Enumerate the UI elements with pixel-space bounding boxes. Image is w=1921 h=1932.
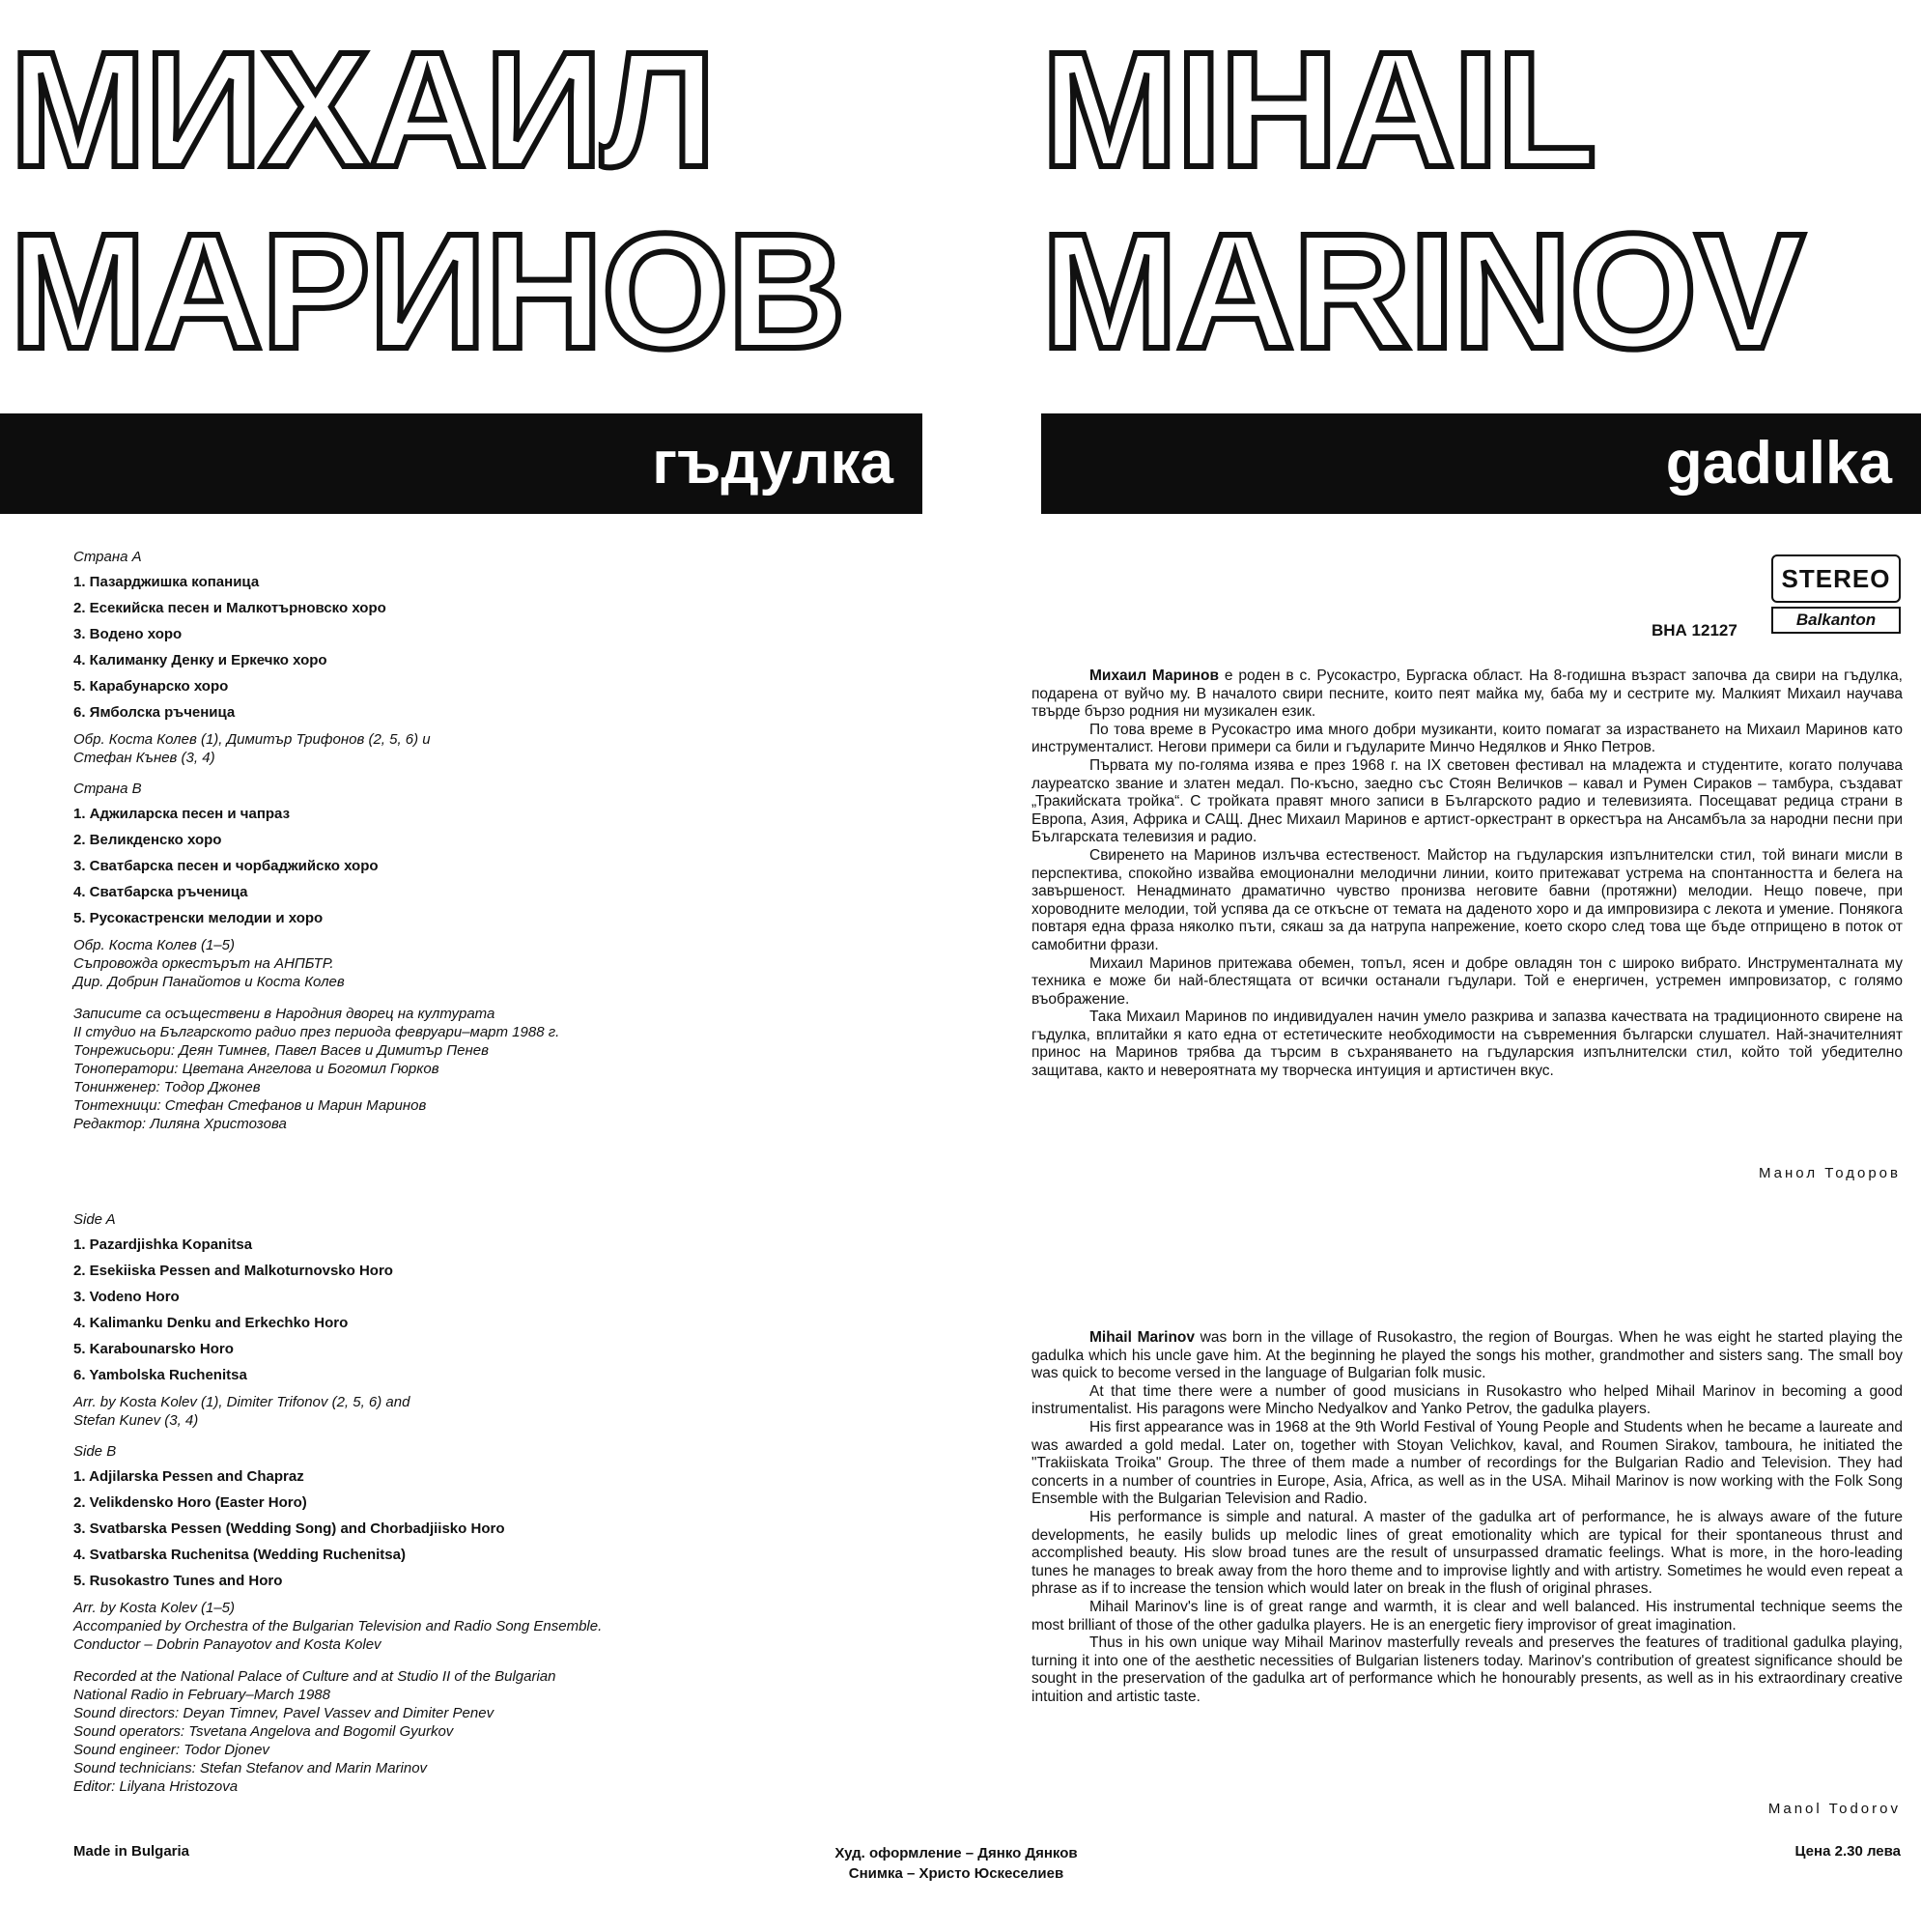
- notes-paragraph: At that time there were a number of good musicians in Rusokastro who helped Mihail Marinov in becoming a good instrumentalist. His paragons were Mincho Nedyalkov and Yanko Petrov, the gadulka players.: [1031, 1382, 1903, 1418]
- notes-paragraph: Михаил Маринов е роден в с. Русокастро, Бургаска област. На 8-годишна възраст започва да свири на гъдулка, подарена от вуйчо му. В началото свири песните, които пеят майка му, баба му и сестрите му. Малкият Михаил научава твърде бързо родния ни музикален език.: [1031, 668, 1903, 721]
- author-signature-bg: Манол Тодоров: [1759, 1165, 1901, 1181]
- recording-info: Recorded at the National Palace of Culture and at Studio II of the Bulgarian: [73, 1668, 556, 1685]
- recording-info: National Radio in February–March 1988: [73, 1687, 330, 1703]
- track-item: 4. Калиманку Денку и Еркечко хоро: [73, 652, 327, 668]
- notes-paragraph: Mihail Marinov's line is of great range and warmth, it is clear and well balanced. His instrumental technique seems the most brilliant of those of the other gadulka players. He is an energetic fiery improvisor of great imagination.: [1031, 1598, 1903, 1634]
- track-item: 2. Великденско хоро: [73, 832, 222, 848]
- tracklist-english: [70, 1211, 746, 1796]
- track-item: 2. Esekiiska Pessen and Malkoturnovsko Horo: [73, 1263, 393, 1279]
- title-en-last-name: MARINOV: [1041, 200, 1803, 384]
- track-item: 5. Rusokastro Tunes and Horo: [73, 1573, 283, 1589]
- track-item: 4. Svatbarska Ruchenitsa (Wedding Ruchenitsa): [73, 1547, 406, 1563]
- staff-credit: Sound directors: Deyan Timnev, Pavel Vassev and Dimiter Penev: [73, 1705, 494, 1721]
- staff-credit: Тонинженер: Тодор Джонев: [73, 1079, 261, 1095]
- title-bulgarian: [10, 19, 844, 383]
- side-b-label: Страна В: [73, 781, 142, 797]
- staff-credit: Sound engineer: Todor Djonev: [73, 1742, 269, 1758]
- arranger-credit: Arr. by Kosta Kolev (1), Dimiter Trifonov (2, 5, 6) and: [73, 1394, 410, 1410]
- arranger-credit: Stefan Kunev (3, 4): [73, 1412, 199, 1429]
- track-item: 2. Есекийска песен и Малкотърновско хоро: [73, 600, 386, 616]
- track-item: 2. Velikdensko Horo (Easter Horo): [73, 1494, 307, 1511]
- balkanton-brand: Balkanton: [1771, 607, 1901, 634]
- artist-name: Mihail Marinov: [1089, 1329, 1195, 1346]
- conductor-credit: Conductor – Dobrin Panayotov and Kosta Kolev: [73, 1636, 381, 1653]
- notes-paragraph: По това време в Русокастро има много добри музиканти, които помагат за израстването на Михаил Маринов като инструменталист. Негови примери са били и гъдуларите Минчо Недялков и Янко Петров.: [1031, 721, 1903, 756]
- staff-credit: Редактор: Лиляна Христозова: [73, 1116, 287, 1132]
- track-item: 3. Vodeno Horo: [73, 1289, 180, 1305]
- title-bg-last-name: МАРИНОВ: [10, 200, 844, 384]
- notes-paragraph: His first appearance was in 1968 at the 9th World Festival of Young People and Students when he became a laureate and was awarded a gold medal. Later on, together with Stoyan Velichkov, kaval, and Roumen Sirakov, tamboura, he initiated the "Trakiiskata Troika" Group. The three of them made a number of recordings for the Bulgarian Radio and Television. They had concerts in a number of countries in Europe, Asia, Africa, as well as in the USA. Mihail Marinov is now working with the Folk Song Ensemble with the Bulgarian Television and Radio.: [1031, 1418, 1903, 1508]
- arranger-credit: Стефан Кънев (3, 4): [73, 750, 215, 766]
- title-bg-first-name: МИХАИЛ: [10, 18, 715, 202]
- notes-paragraph: Свиренето на Маринов излъчва естественост. Майстор на гъдуларския изпълнителски стил, той винаги мисли в перспектива, спокойно извайва емоционални мелодични линии, които притежават устрема на спонтанността и белега на завършеност. Ненадминато драматично чувство пронизва неговите бавни (протяжни) мелодии. Нещо повече, при хороводните мелодии, той успява да се откъсне от темата на даденото хоро и да импровизира с лекота и умение. Понякога повтаря една фраза няколко пъти, сякаш за да натрупа напрежение, което скоро след това ще бъде отприщено в поток от самобитни фрази.: [1031, 846, 1903, 953]
- stereo-logo: STEREO: [1771, 554, 1901, 603]
- track-item: 1. Pazardjishka Kopanitsa: [73, 1236, 253, 1253]
- title-en-first-name: MIHAIL: [1041, 18, 1596, 202]
- title-english: [1041, 19, 1803, 383]
- notes-paragraph: Така Михаил Маринов по индивидуален начин умело разкрива и запазва качествата на традиционното свирене на гъдулка, вплитайки я като една от естетическите необходимости на съвременния български слушател. Най-значителният принос на Маринов трябва да търсим в съхраняването на гъдуларския изпълнителски стил, който той убедително защитава, както и невероятната му творческа интуиция и артистичен вкус.: [1031, 1009, 1903, 1080]
- notes-paragraph: Thus in his own unique way Mihail Marinov masterfully reveals and preserves the features of traditional gadulka playing, turning it into one of the aesthetic necessities of Bulgarian listeners today. Marinov's contribution of greatest significance should be sought in the preservation of the gadulka art of performance which he honourably presents, as well as in his extraordinary creative intuition and artistic taste.: [1031, 1634, 1903, 1705]
- track-item: 6. Yambolska Ruchenitsa: [73, 1367, 247, 1383]
- staff-credit: Editor: Lilyana Hristozova: [73, 1778, 239, 1795]
- track-item: 3. Svatbarska Pessen (Wedding Song) and Chorbadjiisko Horo: [73, 1520, 505, 1537]
- arranger-credit: Обр. Коста Колев (1–5): [73, 937, 235, 953]
- arranger-credit: Arr. by Kosta Kolev (1–5): [73, 1600, 236, 1616]
- staff-credit: Тонтехници: Стефан Стефанов и Марин Маринов: [73, 1097, 427, 1114]
- instrument-en: gadulka: [1665, 430, 1892, 497]
- staff-credit: Тоноператори: Цветана Ангелова и Богомил Гюрков: [73, 1061, 439, 1077]
- recording-info: Записите са осъществени в Народния дворец на културата: [73, 1006, 495, 1022]
- track-item: 5. Карабунарско хоро: [73, 678, 229, 695]
- design-credit: Худ. оформление – Дянко Дянков: [834, 1845, 1078, 1861]
- made-in: Made in Bulgaria: [73, 1843, 190, 1860]
- staff-credit: Sound technicians: Stefan Stefanov and Marin Marinov: [73, 1760, 428, 1776]
- liner-notes-english: [1031, 1329, 1903, 1706]
- notes-paragraph: Първата му по-голяма изява е през 1968 г. на IX световен фестивал на младежта и студентите, когато получава лауреатско звание и златен медал. По-късно, заедно със Стоян Величков – кавал и Румен Сираков – тамбура, създават „Тракийската тройка“. С тройката правят много записи в Българското радио и телевизията. Посещават редица страни в Европа, Азия, Африка и САЩ. Днес Михаил Маринов е артист-оркестрант в оркестъра на Ансамбъла за народни песни при Българската телевизия и радио.: [1031, 756, 1903, 846]
- notes-paragraph: Mihail Marinov was born in the village of Rusokastro, the region of Bourgas. When he was eight he started playing the gadulka which his uncle gave him. At the beginning he played the songs his mother, grandmother and sisters sang. The small boy was quick to become versed in the language of Bulgarian folk music.: [1031, 1329, 1903, 1382]
- price: Цена 2.30 лева: [1794, 1843, 1901, 1860]
- tracklist-bulgarian: [70, 549, 746, 1133]
- photo-credit: Снимка – Христо Юскеселиев: [848, 1865, 1064, 1882]
- author-signature-en: Manol Todorov: [1767, 1801, 1901, 1817]
- track-item: 3. Сватбарска песен и чорбаджийско хоро: [73, 858, 379, 874]
- notes-paragraph: His performance is simple and natural. A master of the gadulka art of performance, he is always aware of the future developments, he easily bulids up melodic lines of great emotionality which are typical for their spontaneous thrust and accomplished beauty. His slow broad tunes are the result of unsurpassed dramatic feelings. What is more, in the horo-leading tunes he manages to break away from the horo theme and to improvise lightly and with artistry. Sometimes he would even repeat a phrase as if to increase the tension which would later on break in the flush of original phrases.: [1031, 1508, 1903, 1598]
- artist-name: Михаил Маринов: [1089, 668, 1220, 684]
- design-credits: [792, 1843, 1120, 1884]
- orchestra-credit: Accompanied by Orchestra of the Bulgarian Television and Radio Song Ensemble.: [73, 1618, 603, 1634]
- side-a-label: Side A: [73, 1211, 116, 1228]
- track-item: 3. Водено хоро: [73, 626, 183, 642]
- track-item: 1. Пазарджишка копаница: [73, 574, 260, 590]
- liner-notes-bulgarian: [1031, 668, 1903, 1081]
- track-item: 4. Kalimanku Denku and Erkechko Horo: [73, 1315, 349, 1331]
- instrument-banner-en: [1041, 413, 1921, 514]
- staff-credit: Sound operators: Tsvetana Angelova and Bogomil Gyurkov: [73, 1723, 454, 1740]
- conductor-credit: Дир. Добрин Панайотов и Коста Колев: [73, 974, 345, 990]
- track-item: 5. Karabounarsko Horo: [73, 1341, 234, 1357]
- track-item: 5. Русокастренски мелодии и хоро: [73, 910, 324, 926]
- track-item: 1. Аджиларска песен и чапраз: [73, 806, 291, 822]
- track-item: 4. Сватбарска ръченица: [73, 884, 248, 900]
- instrument-bg: гъдулка: [652, 430, 893, 497]
- catalog-number: ВНА 12127: [1652, 621, 1737, 639]
- track-item: 6. Ямболска ръченица: [73, 704, 236, 721]
- arranger-credit: Обр. Коста Колев (1), Димитър Трифонов (2, 5, 6) и: [73, 731, 431, 748]
- recording-info: II студио на Българското радио през периода февруари–март 1988 г.: [73, 1024, 560, 1040]
- orchestra-credit: Съпровожда оркестърът на АНПБТР.: [73, 955, 334, 972]
- balkanton-logo: [1771, 554, 1901, 634]
- notes-paragraph: Михаил Маринов притежава обемен, топъл, ясен и добре овладян тон с широко вибрато. Инструменталната му техника е може би най-блестящата от всички останали гъдулари. Той е енергичен, устремен импровизатор, с голямо въображение.: [1031, 954, 1903, 1008]
- side-b-label: Side B: [73, 1443, 117, 1460]
- track-item: 1. Adjilarska Pessen and Chapraz: [73, 1468, 304, 1485]
- instrument-banner-bg: [0, 413, 922, 514]
- staff-credit: Тонрежисьори: Деян Тимнев, Павел Васев и Димитър Пенев: [73, 1042, 489, 1059]
- side-a-label: Страна А: [73, 549, 142, 565]
